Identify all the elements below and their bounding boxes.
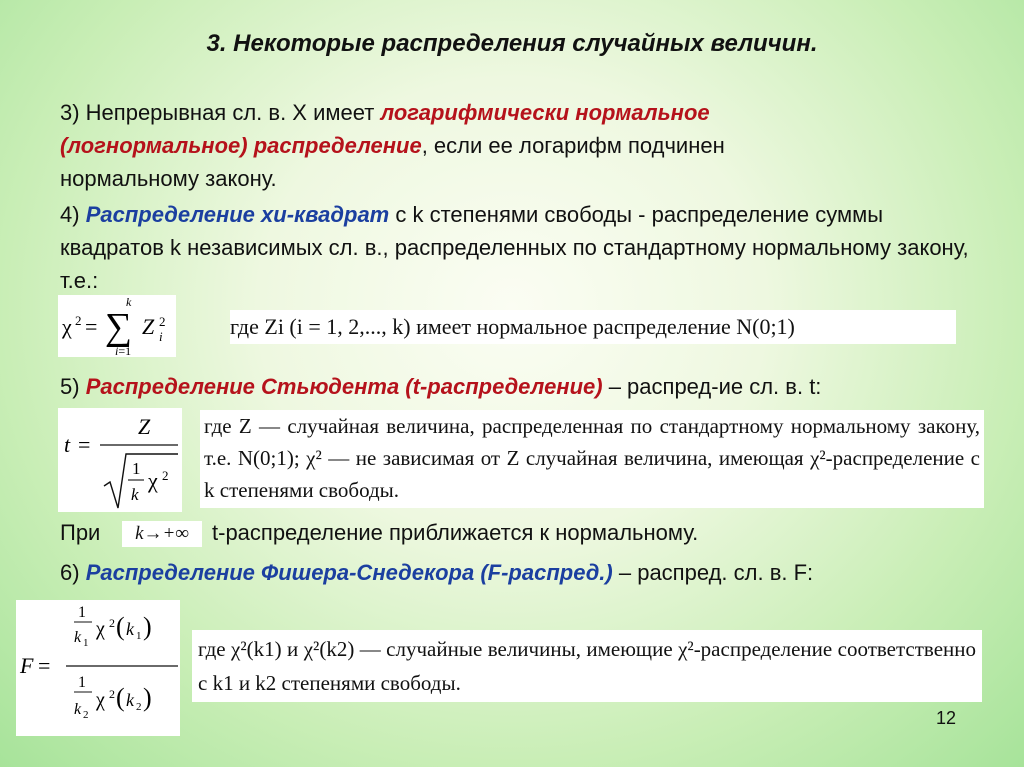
item-6-suffix: – распред. сл. в. F:	[612, 560, 814, 585]
chi-square-note	[230, 310, 956, 344]
svg-text:i=1: i=1	[115, 344, 132, 357]
student-note	[200, 410, 984, 508]
item-6	[60, 556, 970, 589]
svg-text:2: 2	[109, 616, 115, 630]
svg-text:2: 2	[162, 468, 169, 483]
svg-text:Z: Z	[142, 314, 155, 339]
svg-text:): )	[143, 683, 152, 712]
svg-text:1: 1	[136, 630, 142, 642]
svg-text:2: 2	[136, 701, 142, 713]
svg-text:k: k	[126, 295, 132, 309]
svg-text:k: k	[74, 629, 82, 646]
svg-text:1: 1	[132, 459, 141, 478]
slide-title: 3. Некоторые распределения случайных величин.	[206, 30, 818, 57]
item-3-prefix: 3) Непрерывная сл. в. Х имеет	[60, 100, 381, 125]
svg-text:(: (	[116, 683, 125, 712]
limit-suffix: t-распределение приближается к нормальному.	[212, 520, 699, 545]
item-3	[60, 96, 860, 195]
item-5	[60, 370, 970, 403]
item-4	[60, 198, 970, 297]
item-3-term: логарифмически нормальное (логнормальное) распределение	[60, 100, 710, 158]
chi-square-note-text: где Zi (i = 1, 2,..., k) имеет нормальное распределение N(0;1)	[230, 314, 795, 339]
item-6-prefix: 6)	[60, 560, 86, 585]
item-3-suffix: , если ее логарифм подчинен нормальному закону.	[60, 133, 725, 191]
svg-text:): )	[143, 612, 152, 641]
item-5-suffix: – распред-ие сл. в. t:	[602, 374, 822, 399]
fisher-formula	[16, 600, 180, 736]
svg-text:1: 1	[83, 637, 89, 649]
svg-text:2: 2	[75, 313, 82, 328]
limit-expression-text: k→+∞	[135, 523, 189, 544]
svg-text:k: k	[131, 485, 139, 504]
svg-text:F: F	[20, 653, 34, 678]
item-5-prefix: 5)	[60, 374, 86, 399]
item-4-suffix: с k степенями свободы - распределение суммы квадратов k независимых сл. в., распределенных по стандартному нормальному закону, т.е.:	[60, 202, 969, 293]
limit-expression	[122, 521, 202, 547]
fisher-note	[192, 630, 982, 702]
item-4-prefix: 4)	[60, 202, 86, 227]
fisher-note-text: где χ²(k1) и χ²(k2) — случайные величины, имеющие χ²-распределение соответственно с k1 и k2 степенями свободы.	[198, 637, 976, 695]
page-number: 12	[935, 708, 956, 728]
chi-square-formula	[58, 295, 176, 357]
svg-text:=: =	[85, 314, 98, 339]
svg-text:k: k	[126, 690, 134, 710]
student-formula	[58, 408, 182, 512]
svg-text:χ: χ	[96, 689, 105, 711]
svg-text:=: =	[38, 653, 51, 678]
svg-text:(: (	[116, 612, 125, 641]
svg-text:2: 2	[159, 314, 166, 329]
svg-text:2: 2	[83, 709, 89, 721]
svg-text:χ: χ	[148, 468, 158, 493]
item-4-term: Распределение хи-квадрат	[85, 202, 390, 227]
svg-text:k: k	[74, 701, 82, 718]
svg-text:i: i	[159, 329, 163, 344]
svg-text:k: k	[126, 619, 134, 639]
svg-text:χ: χ	[96, 618, 105, 640]
svg-text:Z: Z	[138, 414, 151, 439]
svg-text:∑: ∑	[105, 306, 133, 348]
item-6-term: Распределение Фишера-Снедекора (F-распред.)	[85, 560, 613, 585]
item-5-term: Распределение Стьюдента (t-распределение)	[85, 374, 603, 399]
limit-prefix: При	[60, 520, 101, 545]
student-note-text: где Z — случайная величина, распределенная по стандартному нормальному закону, т.е. N(0;1); χ² — не зависимая от Z случайная величина, имеющая χ²-распределение с k степенями свободы.	[204, 414, 980, 502]
svg-text:t: t	[64, 432, 71, 457]
svg-text:1: 1	[78, 604, 86, 621]
svg-text:2: 2	[109, 687, 115, 701]
svg-text:1: 1	[78, 674, 86, 691]
svg-text:=: =	[78, 432, 91, 457]
svg-text:χ: χ	[62, 314, 72, 339]
